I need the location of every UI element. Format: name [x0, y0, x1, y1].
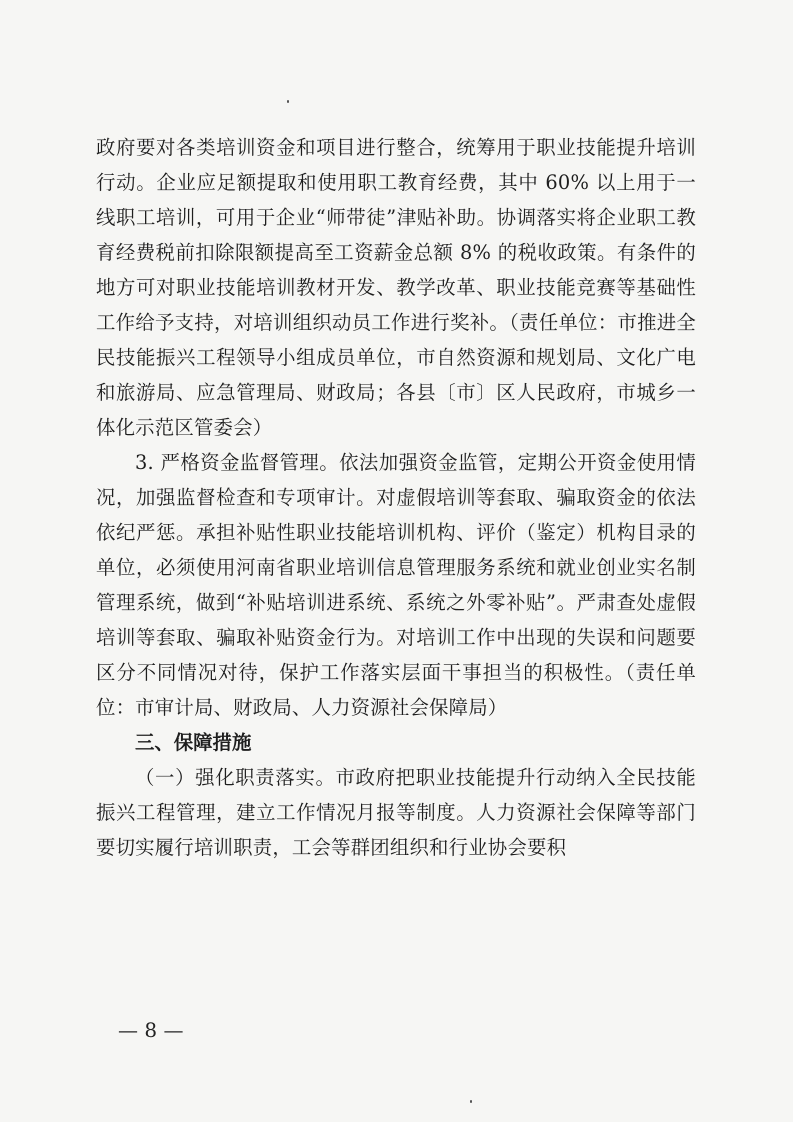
document-body [96, 130, 696, 865]
paragraph-funding-integration: 政府要对各类培训资金和项目进行整合，统筹用于职业技能提升培训行动。企业应足额提取和使用职工教育经费，其中 60% 以上用于一线职工培训，可用于企业“师带徒”津贴补助。协调落实将企业职工教育经费税前扣除限额提高至工资薪金总额 8% 的税收政策。有条件的地方可对职业技能培训教材开发、教学改革、职业技能竞赛等基础性工作给予支持，对培训组织动员工作进行奖补。（责任单位：市推进全民技能振兴工程领导小组成员单位，市自然资源和规划局、文化广电和旅游局、应急管理局、财政局；各县〔市〕区人民政府，市城乡一体化示范区管委会） [96, 136, 696, 439]
page-number: — 8 — [118, 1018, 184, 1042]
scan-speck [470, 1100, 472, 1103]
paragraph-responsibility: （一）强化职责落实。市政府把职业技能提升行动纳入全民技能振兴工程管理，建立工作情况月报等制度。人力资源社会保障等部门要切实履行培训职责，工会等群团组织和行业协会要积 [96, 766, 696, 859]
paragraph-fund-supervision: 3. 严格资金监督管理。依法加强资金监管，定期公开资金使用情况，加强监督检查和专项审计。对虚假培训等套取、骗取资金的依法依纪严惩。承担补贴性职业技能培训机构、评价（鉴定）机构目录的单位，必须使用河南省职业培训信息管理服务系统和就业创业实名制管理系统，做到“补贴培训进系统、系统之外零补贴”。严肃查处虚假培训等套取、骗取补贴资金行为。对培训工作中出现的失误和问题要区分不同情况对待，保护工作落实层面干事担当的积极性。（责任单位：市审计局、财政局、人力资源社会保障局） [96, 451, 696, 719]
section-heading: 三、保障措施 [135, 731, 252, 754]
scan-speck [287, 100, 289, 103]
